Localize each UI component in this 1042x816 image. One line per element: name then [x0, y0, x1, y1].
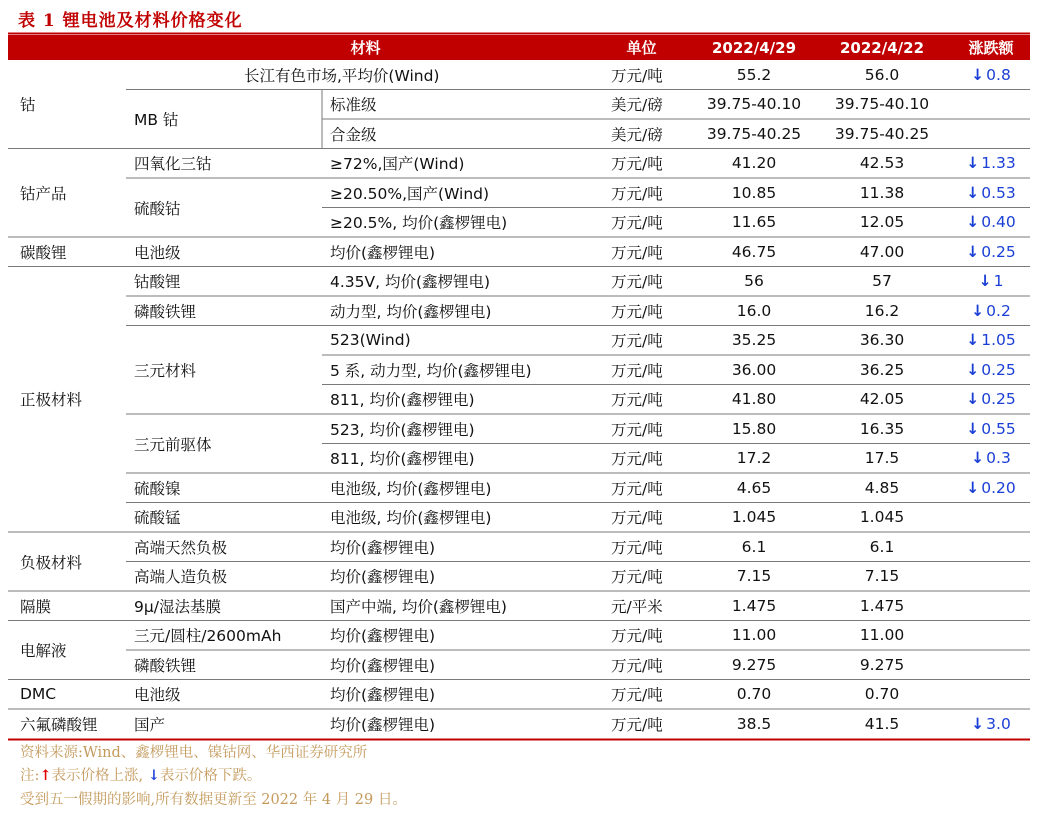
unit-cell: 美元/磅 — [611, 125, 663, 144]
price-date2-cell: 57 — [872, 272, 892, 291]
unit-cell: 万元/吨 — [611, 715, 663, 734]
source-note: 资料来源:Wind、鑫椤锂电、镍钴网、华西证券研究所 — [20, 745, 368, 761]
change-value: 0.25 — [981, 242, 1016, 261]
unit-cell: 万元/吨 — [611, 302, 663, 321]
change-cell — [946, 149, 1036, 179]
price-date2-cell: 36.30 — [859, 331, 905, 350]
change-value: 0.25 — [981, 360, 1016, 379]
group-label: 六氟磷酸锂 — [20, 715, 98, 734]
price-date2-cell: 36.25 — [859, 360, 905, 379]
unit-cell: 万元/吨 — [611, 332, 663, 351]
subgroup-label: 电池级 — [134, 243, 181, 262]
change-value: 0.8 — [986, 65, 1011, 84]
arrow-down-icon: ↓ — [966, 242, 980, 261]
group-label: 电解液 — [20, 642, 67, 660]
change-cell — [946, 414, 1036, 444]
price-date2-cell: 0.70 — [864, 685, 900, 704]
change-value: 1 — [993, 272, 1004, 291]
change-cell — [946, 208, 1036, 238]
subgroup-label: 硫酸钴 — [134, 199, 181, 218]
arrow-down-icon: ↓ — [147, 767, 160, 784]
arrow-down-icon: ↓ — [966, 331, 980, 350]
change-cell — [946, 237, 1036, 267]
price-date2-cell: 7.15 — [864, 567, 900, 586]
spec-cell: 811, 均价(鑫椤锂电) — [330, 450, 475, 469]
arrow-down-icon: ↓ — [971, 714, 985, 733]
legend-prefix: 注: — [20, 768, 40, 784]
price-date1-cell: 36.00 — [731, 360, 777, 379]
change-value: 0.53 — [981, 183, 1016, 202]
change-cell — [946, 60, 1036, 90]
price-date2-cell: 47.00 — [859, 242, 905, 261]
unit-cell: 万元/吨 — [611, 509, 663, 528]
unit-cell: 万元/吨 — [611, 391, 663, 410]
price-date1-cell: 35.25 — [731, 331, 777, 350]
legend-down-text: 表示价格下跌。 — [159, 768, 262, 784]
unit-cell: 万元/吨 — [611, 450, 663, 469]
change-value: 0.3 — [986, 449, 1011, 468]
price-date1-cell: 38.5 — [736, 714, 772, 733]
change-cell — [946, 178, 1036, 208]
unit-cell: 万元/吨 — [611, 361, 663, 380]
unit-cell: 万元/吨 — [611, 568, 663, 587]
price-date1-cell: 15.80 — [731, 419, 777, 438]
spec-cell: 均价(鑫椤锂电) — [330, 568, 436, 587]
change-value: 0.25 — [981, 390, 1016, 409]
price-date2-cell: 4.85 — [864, 478, 900, 497]
unit-cell: 万元/吨 — [611, 66, 663, 85]
change-value: 1.33 — [981, 154, 1016, 173]
price-date2-cell: 11.38 — [859, 183, 905, 202]
legend-up-text: 表示价格上涨, — [51, 768, 144, 784]
subgroup-label: 钴酸锂 — [134, 273, 181, 292]
arrow-down-icon: ↓ — [966, 183, 980, 202]
spec-cell: 5 系, 动力型, 均价(鑫椤锂电) — [330, 361, 532, 380]
change-cell — [946, 296, 1036, 326]
unit-cell: 万元/吨 — [611, 273, 663, 292]
price-date1-cell: 6.1 — [741, 537, 767, 556]
subgroup-label: MB 钴 — [134, 111, 179, 129]
spec-cell: 4.35V, 均价(鑫椤锂电) — [330, 273, 491, 292]
group-label: 碳酸锂 — [20, 243, 67, 262]
spec-cell: 长江有色市场,平均价(Wind) — [244, 66, 440, 85]
price-date1-cell: 39.75-40.25 — [706, 124, 802, 143]
subgroup-label: 硫酸镍 — [134, 479, 181, 498]
change-value: 1.05 — [981, 331, 1016, 350]
price-date1-cell: 0.70 — [736, 685, 772, 704]
price-date2-cell: 16.2 — [864, 301, 900, 320]
subgroup-label: 硫酸锰 — [134, 509, 181, 528]
subgroup-label: 磷酸铁锂 — [134, 656, 197, 675]
unit-cell: 万元/吨 — [611, 214, 663, 233]
change-value: 3.0 — [986, 714, 1011, 733]
table-title: 表 1 锂电池及材料价格变化 — [18, 11, 243, 31]
price-date2-cell: 1.475 — [859, 596, 905, 615]
price-date2-cell: 1.045 — [859, 508, 905, 527]
change-cell — [946, 709, 1036, 739]
subgroup-label: 三元前驱体 — [134, 435, 212, 454]
change-cell — [946, 385, 1036, 415]
spec-cell: ≥20.5%, 均价(鑫椤锂电) — [330, 214, 508, 233]
spec-cell: 电池级, 均价(鑫椤锂电) — [330, 479, 492, 498]
spec-cell: 811, 均价(鑫椤锂电) — [330, 391, 475, 410]
price-date1-cell: 55.2 — [736, 65, 772, 84]
spec-cell: 均价(鑫椤锂电) — [330, 243, 436, 262]
price-date2-cell: 9.275 — [859, 655, 905, 674]
header-date2: 2022/4/22 — [839, 38, 925, 57]
price-date1-cell: 7.15 — [736, 567, 772, 586]
subgroup-label: 国产 — [134, 715, 166, 734]
price-date2-cell: 41.5 — [864, 714, 900, 733]
spec-cell: 均价(鑫椤锂电) — [330, 538, 436, 557]
group-label: 钴产品 — [20, 184, 67, 203]
arrow-up-icon: ↑ — [39, 767, 52, 784]
spec-cell: 均价(鑫椤锂电) — [330, 656, 436, 675]
spec-cell: 均价(鑫椤锂电) — [330, 686, 436, 705]
legend-note — [20, 764, 261, 785]
unit-cell: 万元/吨 — [611, 420, 663, 439]
price-date1-cell: 1.475 — [731, 596, 777, 615]
price-date2-cell: 17.5 — [864, 449, 900, 468]
unit-cell: 万元/吨 — [611, 184, 663, 203]
price-date1-cell: 16.0 — [736, 301, 772, 320]
change-cell — [946, 355, 1036, 385]
price-date1-cell: 17.2 — [736, 449, 772, 468]
price-date2-cell: 12.05 — [859, 213, 905, 232]
spec-cell: 523(Wind) — [330, 331, 411, 350]
arrow-down-icon: ↓ — [966, 154, 980, 173]
group-label: 隔膜 — [20, 597, 52, 616]
price-date1-cell: 39.75-40.10 — [706, 95, 802, 114]
price-date1-cell: 11.00 — [731, 626, 777, 645]
arrow-down-icon: ↓ — [971, 65, 985, 84]
price-date1-cell: 56 — [744, 272, 764, 291]
subgroup-label: 高端人造负极 — [134, 568, 228, 587]
price-date2-cell: 16.35 — [859, 419, 905, 438]
header-change: 涨跌额 — [968, 39, 1014, 57]
price-date1-cell: 46.75 — [731, 242, 777, 261]
spec-cell: 523, 均价(鑫椤锂电) — [330, 420, 475, 439]
header-material: 材料 — [350, 39, 381, 57]
price-date2-cell: 39.75-40.25 — [834, 124, 930, 143]
unit-cell: 万元/吨 — [611, 155, 663, 174]
subgroup-label: 电池级 — [134, 686, 181, 705]
price-date2-cell: 39.75-40.10 — [834, 95, 930, 114]
arrow-down-icon: ↓ — [966, 478, 980, 497]
spec-cell: 均价(鑫椤锂电) — [330, 627, 436, 646]
price-date1-cell: 41.20 — [731, 154, 777, 173]
change-value: 0.55 — [981, 419, 1016, 438]
change-cell — [946, 444, 1036, 474]
spec-cell: 均价(鑫椤锂电) — [330, 715, 436, 734]
change-value: 0.40 — [981, 213, 1016, 232]
group-label: 正极材料 — [20, 391, 83, 410]
change-cell — [946, 326, 1036, 356]
change-cell — [946, 267, 1036, 297]
change-value: 0.2 — [986, 301, 1011, 320]
spec-cell: ≥72%,国产(Wind) — [330, 155, 465, 174]
price-date2-cell: 42.05 — [859, 390, 905, 409]
spec-cell: 国产中端, 均价(鑫椤锂电) — [330, 597, 507, 616]
subgroup-label: 9μ/湿法基膜 — [134, 597, 221, 616]
arrow-down-icon: ↓ — [966, 213, 980, 232]
unit-cell: 万元/吨 — [611, 243, 663, 262]
spec-cell: 合金级 — [330, 125, 377, 144]
unit-cell: 美元/磅 — [611, 96, 663, 115]
spec-cell: 电池级, 均价(鑫椤锂电) — [330, 509, 492, 528]
unit-cell: 万元/吨 — [611, 686, 663, 705]
subgroup-label: 三元/圆柱/2600mAh — [134, 627, 282, 646]
subgroup-label: 磷酸铁锂 — [134, 302, 197, 321]
header-unit: 单位 — [626, 39, 657, 57]
change-cell — [946, 473, 1036, 503]
price-date2-cell: 6.1 — [869, 537, 895, 556]
price-date1-cell: 10.85 — [731, 183, 777, 202]
group-label: 钴 — [20, 96, 36, 115]
spec-cell: ≥20.50%,国产(Wind) — [330, 184, 490, 203]
arrow-down-icon: ↓ — [966, 360, 980, 379]
arrow-down-icon: ↓ — [966, 419, 980, 438]
holiday-note: 受到五一假期的影响,所有数据更新至 2022 年 4 月 29 日。 — [20, 792, 407, 808]
arrow-down-icon: ↓ — [978, 272, 992, 291]
price-date1-cell: 9.275 — [731, 655, 777, 674]
unit-cell: 元/平米 — [611, 597, 663, 616]
price-date2-cell: 56.0 — [864, 65, 900, 84]
unit-cell: 万元/吨 — [611, 656, 663, 675]
spec-cell: 标准级 — [330, 96, 377, 115]
spec-cell: 动力型, 均价(鑫椤锂电) — [330, 302, 492, 321]
price-date1-cell: 1.045 — [731, 508, 777, 527]
unit-cell: 万元/吨 — [611, 627, 663, 646]
price-date1-cell: 41.80 — [731, 390, 777, 409]
unit-cell: 万元/吨 — [611, 479, 663, 498]
arrow-down-icon: ↓ — [971, 301, 985, 320]
unit-cell: 万元/吨 — [611, 538, 663, 557]
price-date1-cell: 4.65 — [736, 478, 772, 497]
change-value: 0.20 — [981, 478, 1016, 497]
price-date1-cell: 11.65 — [731, 213, 777, 232]
arrow-down-icon: ↓ — [971, 449, 985, 468]
subgroup-label: 高端天然负极 — [134, 538, 228, 557]
arrow-down-icon: ↓ — [966, 390, 980, 409]
price-date2-cell: 42.53 — [859, 154, 905, 173]
subgroup-label: 四氧化三钴 — [134, 155, 212, 174]
subgroup-label: 三元材料 — [134, 361, 197, 380]
group-label: DMC — [20, 685, 57, 704]
group-label: 负极材料 — [20, 553, 83, 572]
price-date2-cell: 11.00 — [859, 626, 905, 645]
header-date1: 2022/4/29 — [711, 38, 797, 57]
